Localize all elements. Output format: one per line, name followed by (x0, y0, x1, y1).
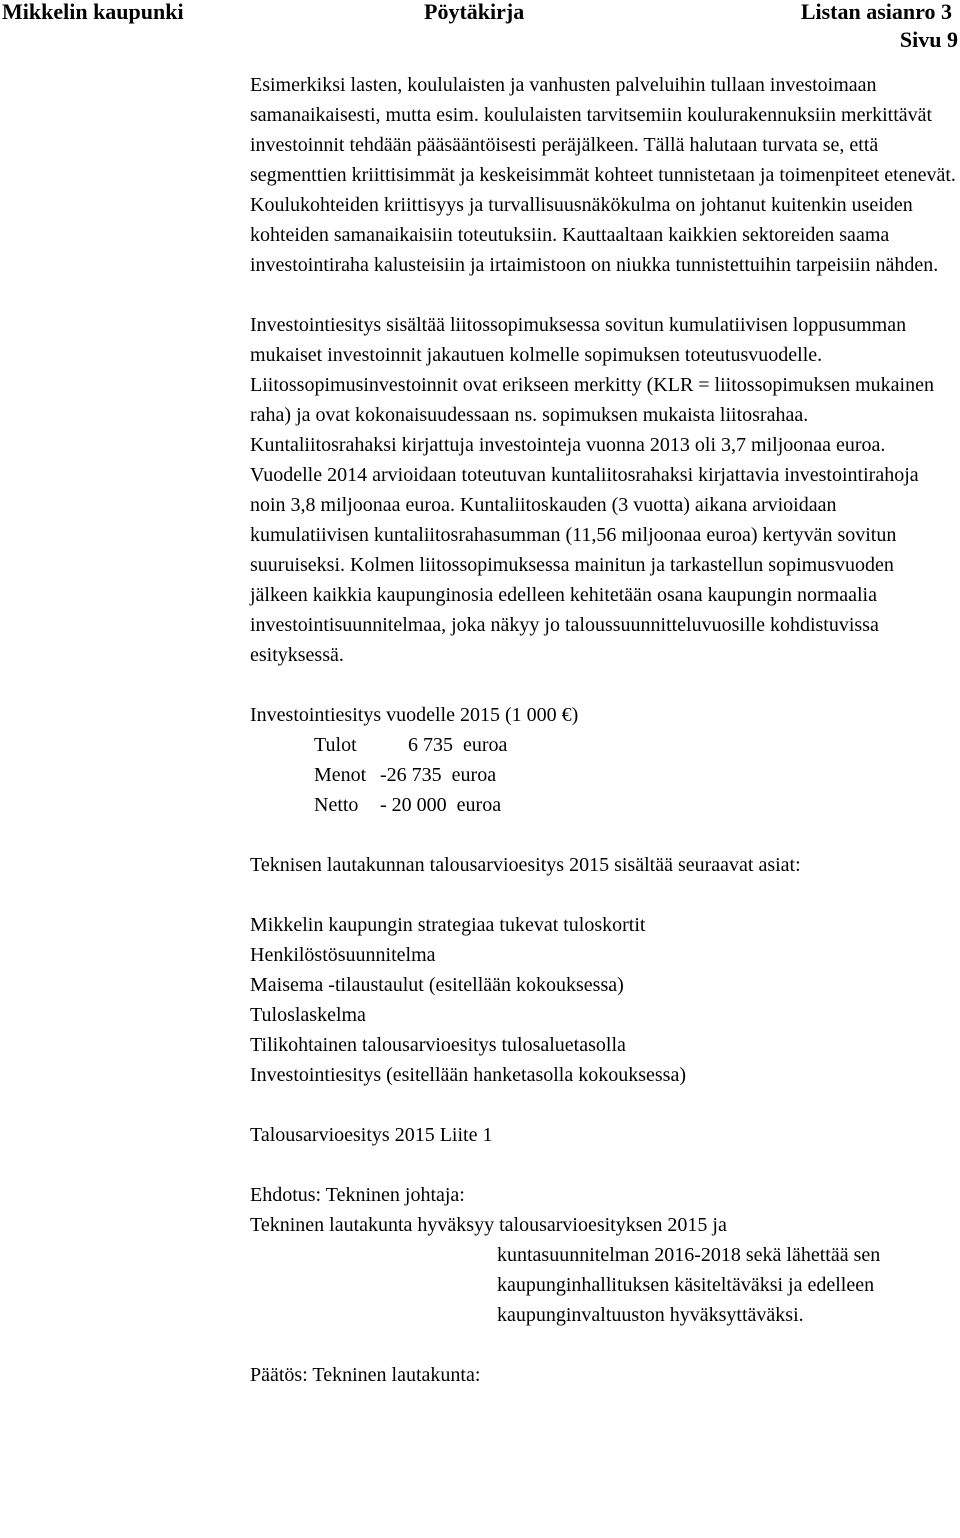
spacer (250, 1330, 956, 1360)
spacer (250, 880, 956, 910)
spacer (250, 1150, 956, 1180)
spacer (250, 820, 956, 850)
budget-row-income (250, 730, 956, 760)
contents-intro: Teknisen lautakunnan talousarvioesitys 2015 sisältää seuraavat asiat: (250, 854, 801, 876)
budget-label: Netto (314, 794, 359, 816)
proposal-text-continued: kuntasuunnitelman 2016-2018 sekä lähettää sen kaupunginhallituksen käsiteltäväksi ja edelleen kaupunginvaltuuston hyväksyttäväksi. (497, 1244, 881, 1326)
list-item: Tilikohtainen talousarvioesitys tulosaluetasolla (250, 1034, 626, 1056)
paragraph-investment-priorities: Esimerkiksi lasten, koululaisten ja vanhusten palveluihin tullaan investoimaan samanaikaisesti, mutta esim. koululaisten tarvitsemiin koulurakennuksiin merkittävät investoinnit tehdään pääsääntöisesti peräjälkeen. Tällä halutaan turvata se, että segmenttien kriittisimmät ja keskeisimmät kohteet tunnistetaan ja toimenpiteet etenevät. Koulukohteiden kriittisyys ja turvallisuusnäkökulma on johtanut kuitenkin useiden kohteiden samanaikaisiin toteutuksiin. Kauttaaltaan kaikkien sektoreiden saama investointiraha kalusteisiin ja irtaimistoon on niukka tunnistettuihin tarpeisiin nähden. (250, 74, 956, 276)
budget-value: 6 735 euroa (408, 734, 508, 756)
document-type: Pöytäkirja (424, 0, 525, 24)
budget-row-net (250, 790, 956, 820)
budget-row-expenses (250, 760, 956, 790)
proposal-label: Ehdotus: Tekninen johtaja: (250, 1184, 465, 1206)
decision-label: Päätös: Tekninen lautakunta: (250, 1364, 481, 1386)
list-item: Tuloslaskelma (250, 1004, 366, 1026)
page-header (0, 0, 960, 56)
spacer (250, 1090, 956, 1120)
list-item: Maisema -tilaustaulut (esitellään kokouksessa) (250, 974, 624, 996)
list-item: Henkilöstösuunnitelma (250, 944, 436, 966)
spacer (250, 670, 956, 700)
paragraph-merger-agreement: Investointiesitys sisältää liitossopimuksessa sovitun kumulatiivisen loppusumman mukaiset investoinnit jakautuen kolmelle sopimuksen toteutusvuodelle. Liitossopimusinvestoinnit ovat erikseen merkitty (KLR = liitossopimuksen mukainen raha) ja ovat kokonaisuudessaan ns. sopimuksen mukaista liitosrahaa. Kuntaliitosrahaksi kirjattuja investointeja vuonna 2013 oli 3,7 miljoonaa euroa. Vuodelle 2014 arvioidaan toteutuvan kuntaliitosrahaksi kirjattavia investointirahoja noin 3,8 miljoonaa euroa. Kuntaliitoskauden (3 vuotta) aikana arvioidaan kumulatiivisen kuntaliitosrahasumman (11,56 miljoonaa euroa) kertyvän sovitun suuruiseksi. Kolmen liitossopimuksessa mainitun ja tarkastellun sopimusvuoden jälkeen kaikkia kaupunginosia edelleen kehitetään osana kaupungin normaalia investointisuunnitelmaa, joka näkyy jo taloussuunnitteluvuosille kohdistuvissa esityksessä. (250, 314, 934, 666)
budget-label: Menot (314, 764, 367, 786)
attachment-reference: Talousarvioesitys 2015 Liite 1 (250, 1124, 493, 1146)
proposal-text-first-line: Tekninen lautakunta hyväksyy talousarvioesityksen 2015 ja (250, 1214, 727, 1236)
budget-label: Tulot (314, 734, 357, 756)
agenda-item-number: Listan asianro 3 (800, 0, 952, 24)
spacer (250, 280, 956, 310)
organization-name: Mikkelin kaupunki (2, 0, 184, 24)
document-body (250, 70, 956, 1390)
list-item: Investointiesitys (esitellään hanketasolla kokouksessa) (250, 1064, 687, 1086)
page-number: Sivu 9 (899, 27, 958, 52)
list-item: Mikkelin kaupungin strategiaa tukevat tuloskortit (250, 914, 646, 936)
budget-value: - 20 000 euroa (380, 794, 502, 816)
budget-title: Investointiesitys vuodelle 2015 (1 000 €) (250, 704, 579, 726)
budget-value: -26 735 euroa (380, 764, 497, 786)
contents-list (250, 910, 956, 1090)
